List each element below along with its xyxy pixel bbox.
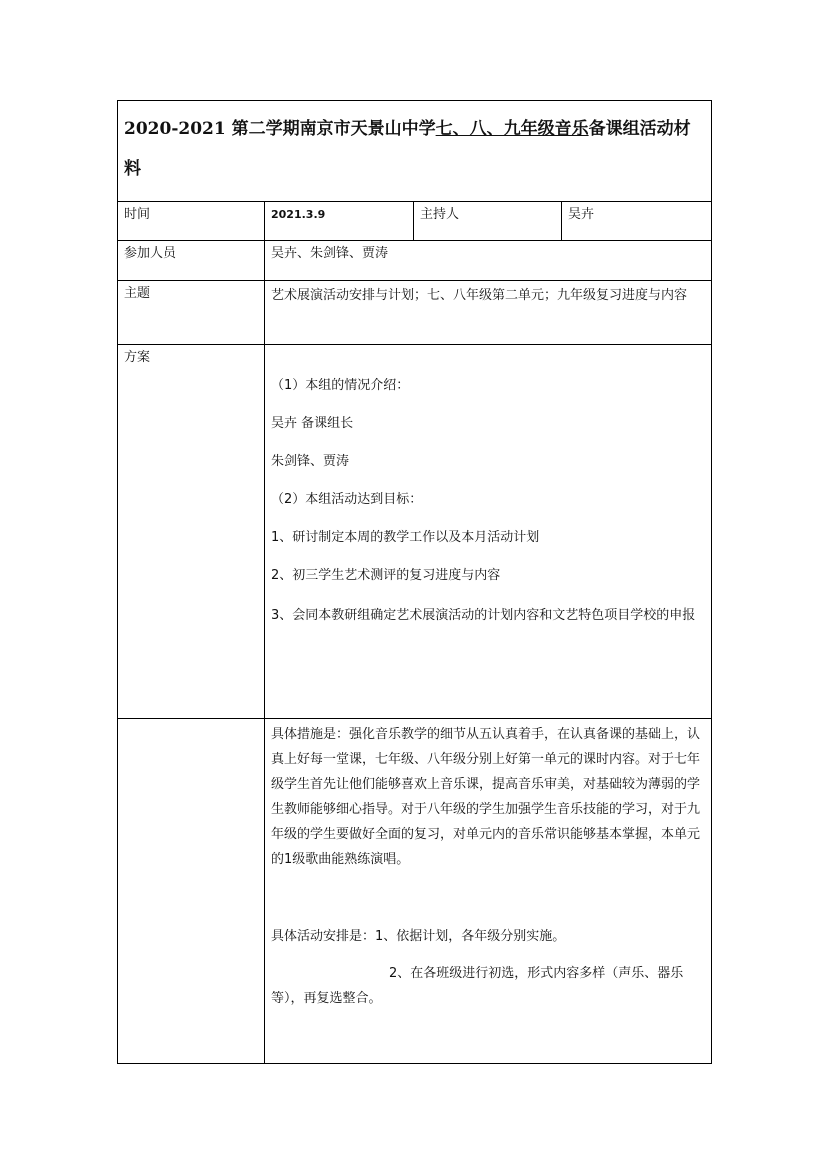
plan-line-intro: （1）本组的情况介绍： [271,378,410,393]
plan-line-goal-1: 1、研讨制定本周的教学工作以及本月活动计划 [271,530,540,545]
topic-value: 艺术展演活动安排与计划；七、八年级第二单元；九年级复习进度与内容 [265,281,712,345]
activity-record-table [117,100,712,1064]
title-cell [118,101,712,202]
participants-label: 参加人员 [118,241,265,281]
topic-label: 主题 [118,281,265,345]
measures-content [265,719,712,1064]
time-value-cell [265,202,414,241]
host-value: 吴卉 [562,202,712,241]
title-prefix: 2020-2021 第二学期南京市天景山中学 [124,119,436,139]
plan-line-leader: 吴卉 备课组长 [271,416,354,431]
time-value: 2021.3.9 [271,208,326,221]
host-label: 主持人 [414,202,562,241]
plan-content [265,345,712,719]
plan-line-goal-2: 2、初三学生艺术测评的复习进度与内容 [271,568,501,583]
measures-label-cell [118,719,265,1064]
title-grades: 七、八、九年级音乐 [435,119,589,139]
plan-label: 方案 [118,345,265,719]
title-suffix: 备课组活动材料 [124,119,691,179]
arrangement-line-1: 具体活动安排是：1、依据计划，各年级分别实施。 [271,929,566,944]
plan-line-goals: （2）本组活动达到目标： [271,492,423,507]
plan-line-members: 朱剑锋、贾涛 [271,454,350,469]
measures-paragraph: 具体措施是：强化音乐教学的细节从五认真着手，在认真备课的基础上，认真上好每一堂课，七年级、八年级分别上好第一单元的课时内容。对于七年级学生首先让他们能够喜欢上音乐课，提高音乐审美，对基础较为薄弱的学生教师能够细心指导。对于八年级的学生加强学生音乐技能的学习，对于九年级的学生要做好全面的复习，对单元内的音乐常识能够基本掌握，本单元的1级歌曲能熟练演唱。 [271,727,701,867]
time-label: 时间 [118,202,265,241]
arrangement-line-2: 2、在各班级进行初选，形式内容多样（声乐、器乐等），再复选整合。 [271,966,684,1006]
document-title [118,101,711,189]
plan-line-goal-3: 3、会同本教研组确定艺术展演活动的计划内容和文艺特色项目学校的申报 [271,608,696,623]
participants-value: 吴卉、朱剑锋、贾涛 [265,241,712,281]
